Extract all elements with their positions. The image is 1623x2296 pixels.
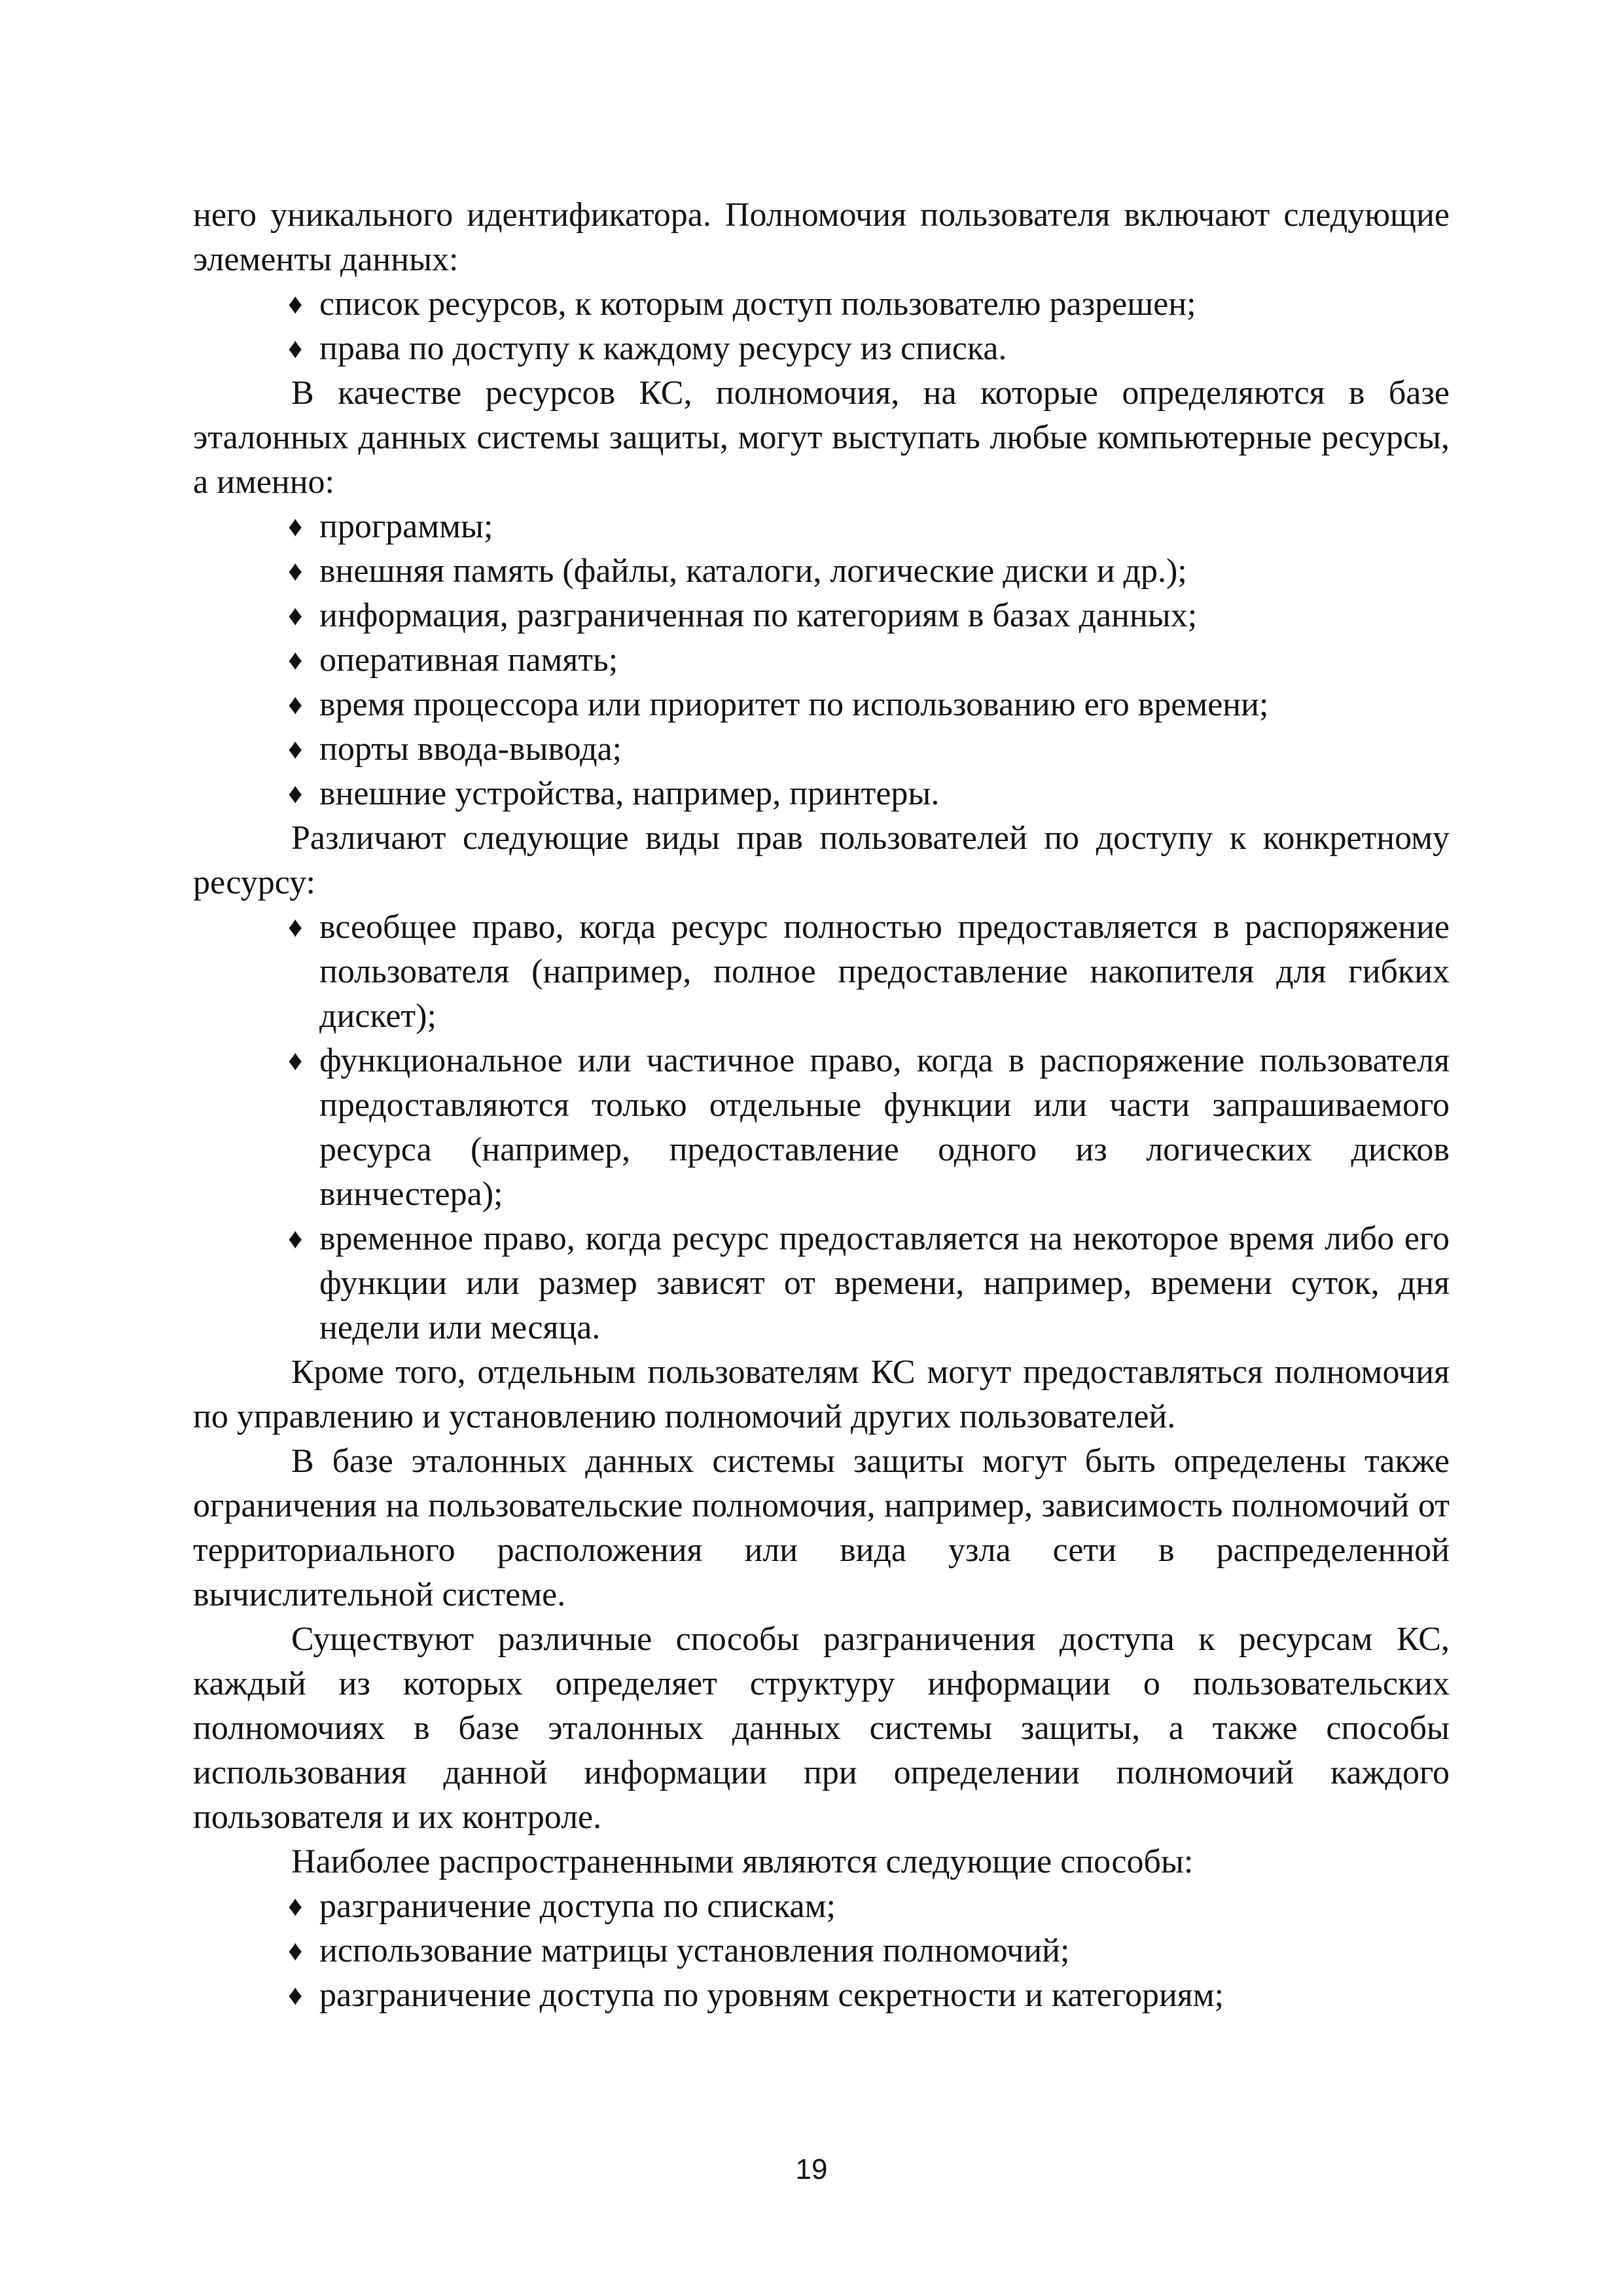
diamond-bullet-icon: ♦ (288, 644, 303, 676)
list-item (288, 1217, 1450, 1350)
list-item-text: внешние устройства, например, принтеры. (319, 775, 940, 812)
diamond-bullet-icon: ♦ (288, 1223, 303, 1255)
list-item (288, 683, 1450, 727)
list-item-text: разграничение доступа по уровням секретности и категориям; (319, 1977, 1224, 2014)
paragraph-restrictions: В базе эталонных данных системы защиты могут быть определены также ограничения на пользовательские полномочия, например, зависимость полномочий от территориального расположения или вида узла сети в распределенной вычислительной системе. (193, 1443, 1450, 1613)
list-item (288, 772, 1450, 816)
paragraph-resources-intro: В качестве ресурсов КС, полномочия, на которые определяются в базе эталонных данных системы защиты, могут выступать любые компьютерные ресурсы, а именно: (193, 374, 1450, 501)
diamond-bullet-icon: ♦ (288, 288, 303, 320)
list-item (288, 905, 1450, 1039)
list-item (288, 1039, 1450, 1217)
page-content (193, 193, 1450, 2018)
diamond-bullet-icon: ♦ (288, 332, 303, 365)
list-item (288, 327, 1450, 371)
paragraph-intro: него уникального идентификатора. Полномочия пользователя включают следующие элементы данных: (193, 196, 1450, 278)
list-item (288, 594, 1450, 638)
list-item-text: временное право, когда ресурс предоставляется на некоторое время либо его функции или размер зависят от времени, например, времени суток, дня недели или месяца. (319, 1220, 1450, 1346)
diamond-bullet-icon: ♦ (288, 689, 303, 721)
list-item-text: права по доступу к каждому ресурсу из списка. (319, 330, 1007, 367)
list-item-text: программы; (319, 508, 493, 545)
list-rights (193, 905, 1450, 1350)
diamond-bullet-icon: ♦ (288, 600, 303, 632)
list-item (288, 1929, 1450, 1973)
paragraph-rights-intro: Различают следующие виды прав пользователей по доступу к конкретному ресурсу: (193, 819, 1450, 901)
list-item-text: всеобщее право, когда ресурс полностью предоставляется в распоряжение пользователя (например, полное предоставление накопителя для гибких дискет); (319, 908, 1450, 1035)
paragraph-management: Кроме того, отдельным пользователям КС могут предоставляться полномочия по управлению и установлению полномочий других пользователей. (193, 1354, 1450, 1435)
list-item-text: функциональное или частичное право, когда в распоряжение пользователя предоставляются только отдельные функции или части запрашиваемого ресурса (например, предоставление одного из логических дисков винчестера); (319, 1042, 1450, 1213)
list-item-text: информация, разграниченная по категориям в базах данных; (319, 597, 1198, 634)
paragraph-methods: Существуют различные способы разграничения доступа к ресурсам КС, каждый из которых определяет структуру информации о пользовательских полномочиях в базе эталонных данных системы защиты, а также способы использования данной информации при определении полномочий каждого пользователя и их контроле. (193, 1621, 1450, 1836)
list-item (288, 1884, 1450, 1929)
diamond-bullet-icon: ♦ (288, 1045, 303, 1077)
diamond-bullet-icon: ♦ (288, 555, 303, 587)
diamond-bullet-icon: ♦ (288, 1890, 303, 1922)
list-item-text: время процессора или приоритет по использованию его времени; (319, 686, 1269, 723)
list-item (288, 727, 1450, 772)
diamond-bullet-icon: ♦ (288, 911, 303, 943)
list-item (288, 1973, 1450, 2018)
list-item-text: разграничение доступа по спискам; (319, 1888, 836, 1925)
list-methods (193, 1884, 1450, 2018)
list-item-text: порты ввода-вывода; (319, 730, 622, 768)
diamond-bullet-icon: ♦ (288, 733, 303, 765)
list-item-text: внешняя память (файлы, каталоги, логические диски и др.); (319, 552, 1187, 590)
diamond-bullet-icon: ♦ (288, 1935, 303, 1967)
list-item-text: использование матрицы установления полномочий; (319, 1932, 1070, 1969)
diamond-bullet-icon: ♦ (288, 511, 303, 543)
list-item (288, 549, 1450, 594)
diamond-bullet-icon: ♦ (288, 1979, 303, 2011)
list-item (288, 638, 1450, 683)
paragraph-common-methods: Наиболее распространенными являются следующие способы: (291, 1843, 1194, 1880)
list-resources (193, 505, 1450, 816)
page-number: 19 (795, 2153, 828, 2185)
list-item (288, 505, 1450, 549)
list-item-text: оперативная память; (319, 641, 618, 679)
list-item (288, 282, 1450, 327)
list-authority-elements (193, 282, 1450, 371)
list-item-text: список ресурсов, к которым доступ пользователю разрешен; (319, 285, 1196, 323)
diamond-bullet-icon: ♦ (288, 778, 303, 810)
